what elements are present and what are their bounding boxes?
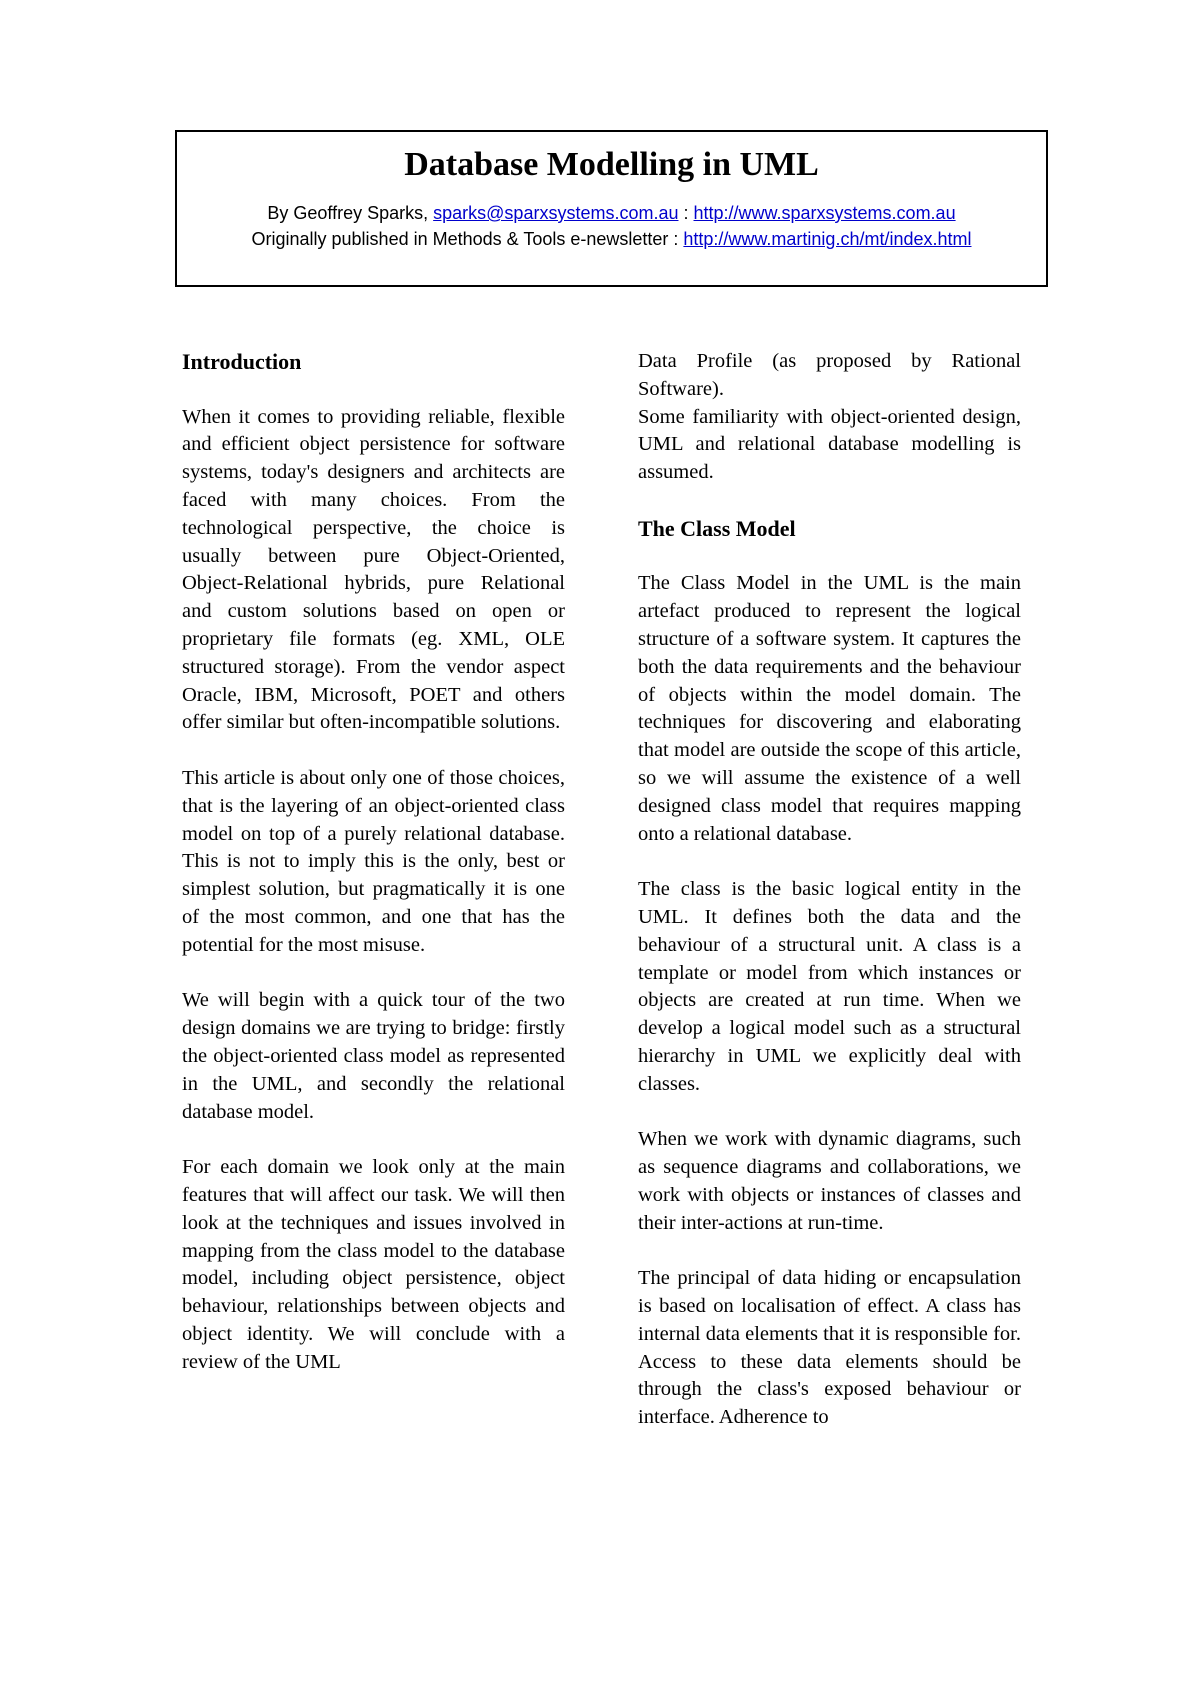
publication-line xyxy=(177,226,1046,252)
intro-paragraph-3: We will begin with a quick tour of the two design domains we are trying to bridge: firstly the object-oriented class model as represented in the UML, and secondly the relational database model. xyxy=(182,989,565,1123)
left-column xyxy=(182,348,565,1376)
intro-continuation: Data Profile (as proposed by Rational Software). xyxy=(638,350,1021,400)
class-model-paragraph-3: When we work with dynamic diagrams, such as sequence diagrams and collaborations, we work with objects or instances of classes and their inter-actions at run-time. xyxy=(638,1128,1021,1234)
class-model-paragraph-4: The principal of data hiding or encapsulation is based on localisation of effect. A class has internal data elements that it is responsible for. Access to these data elements should be through the class's exposed behaviour or interface. Adherence to xyxy=(638,1267,1021,1429)
class-model-paragraph-1: The Class Model in the UML is the main artefact produced to represent the logical structure of a software system. It captures the both the data requirements and the behaviour of objects within the model domain. The techniques for discovering and elaborating that model are outside the scope of this article, so we will assume the existence of a well designed class model that requires mapping onto a relational database. xyxy=(638,572,1021,845)
introduction-heading: Introduction xyxy=(182,349,302,374)
class-model-heading: The Class Model xyxy=(638,515,796,541)
byline-separator: : xyxy=(678,203,694,223)
byline-prefix: By Geoffrey Sparks, xyxy=(267,203,434,223)
published-prefix: Originally published in Methods & Tools e-newsletter : xyxy=(251,229,684,249)
class-model-paragraph-2: The class is the basic logical entity in the UML. It defines both the data and the behaviour of a structural unit. A class is a template or model from which instances or objects are created at run time. When we develop a logical model such as a structural hierarchy in UML we explicitly deal with classes. xyxy=(638,878,1021,1095)
intro-assumption: Some familiarity with object-oriented design, UML and relational database modelling is assumed. xyxy=(638,405,1021,484)
intro-paragraph-4: For each domain we look only at the main features that will affect our task. We will then look at the techniques and issues involved in mapping from the class model to the database model, including object persistence, object behaviour, relationships between objects and object identity. We will conclude with a review of the UML xyxy=(182,1156,565,1373)
publication-link[interactable]: http://www.martinig.ch/mt/index.html xyxy=(683,229,972,249)
intro-paragraph-2: This article is about only one of those choices, that is the layering of an object-oriented class model on top of a purely relational database. This is not to imply this is the only, best or simplest solution, but pragmatically it is one of the most common, and one that has the potential for the most misuse. xyxy=(182,766,565,956)
author-site-link[interactable]: http://www.sparxsystems.com.au xyxy=(693,203,956,223)
author-line xyxy=(177,200,1046,226)
author-email-link[interactable]: sparks@sparxsystems.com.au xyxy=(433,203,679,223)
title-box xyxy=(175,130,1048,287)
right-column xyxy=(638,348,1021,1432)
intro-paragraph-1: When it comes to providing reliable, flexible and efficient object persistence for software systems, today's designers and architects are faced with many choices. From the technological perspective, the choice is usually between pure Object-Oriented, Object-Relational hybrids, pure Relational and custom solutions based on open or proprietary file formats (eg. XML, OLE structured storage). From the vendor aspect Oracle, IBM, Microsoft, POET and others offer similar but often-incompatible solutions. xyxy=(182,405,565,734)
document-title: Database Modelling in UML xyxy=(404,146,819,183)
